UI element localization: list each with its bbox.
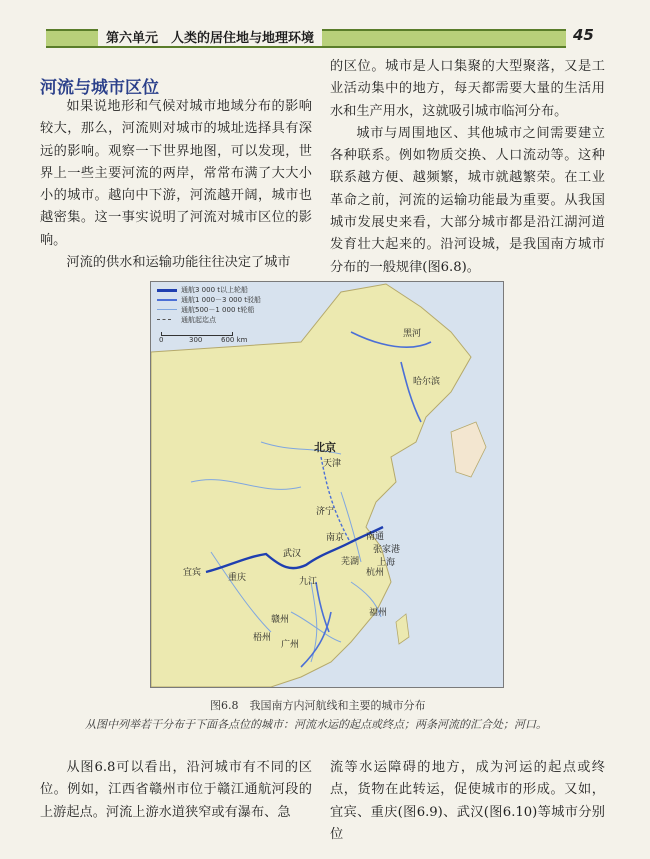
city-label: 南通 — [366, 532, 385, 542]
city-label: 芜湖 — [341, 557, 360, 567]
city-label: 哈尔滨 — [413, 377, 441, 387]
city-label: 南京 — [326, 533, 345, 543]
city-label: 济宁 — [316, 507, 335, 517]
city-label: 重庆 — [228, 573, 247, 583]
city-label: 梧州 — [253, 633, 272, 643]
city-label: 九江 — [299, 577, 318, 587]
page-number: 45 — [573, 26, 594, 44]
section-title: 河流与城市区位 — [40, 78, 159, 98]
taiwan-land — [396, 614, 409, 644]
city-label: 天津 — [323, 459, 342, 469]
legend-item: 通航1 000－3 000 t驳船 — [181, 296, 262, 304]
legend-item: 通航3 000 t以上轮船 — [181, 286, 249, 294]
right-column — [330, 56, 605, 279]
legend-item: 通航起迄点 — [181, 316, 216, 324]
page-header — [38, 26, 618, 48]
paragraph: 如果说地形和气候对城市地域分布的影响较大，那么，河流则对城市的城址选择具有深远的影响。观察一下世界地图，可以发现，世界上一些主要河流的两岸，常常布满了大大小小的城市。越向中下游，河流越开阔，城市也越密集。这一事实说明了河流对城市区位的影响。 — [40, 99, 312, 248]
city-label: 北京 — [314, 441, 336, 454]
figure-caption: 图6.8 我国南方内河航线和主要的城市分布 — [210, 699, 426, 712]
paragraph: 河流的供水和运输功能往往决定了城市 — [66, 255, 291, 271]
city-label: 赣州 — [271, 615, 290, 625]
paragraph: 的区位。城市是人口集聚的大型聚落，又是工业活动集中的地方，每天都需要大量的生活用水和生产用水，这就吸引城市临河分布。 — [330, 59, 605, 119]
city-label: 上海 — [377, 558, 396, 568]
bottom-left-column — [40, 757, 312, 824]
scale-label: 300 — [189, 336, 203, 344]
city-label: 张家港 — [373, 545, 401, 555]
figure-description: 从图中列举若干分布于下面各点位的城市：河流水运的起点或终点；两条河流的汇合处；河口。 — [85, 718, 547, 731]
paragraph: 从图6.8可以看出，沿河城市有不同的区位。例如，江西省赣州市位于赣江通航河段的上游起点。河流上游水道狭窄或有瀑布、急 — [40, 760, 312, 820]
unit-title: 第六单元 人类的居住地与地理环境 — [98, 27, 322, 46]
legend-item: 通航500－1 000 t轮船 — [181, 306, 255, 314]
city-label: 黑河 — [403, 329, 422, 339]
paragraph: 城市与周围地区、其他城市之间需要建立各种联系。例如物质交换、人口流动等。这种联系越方便、越频繁，城市就越繁荣。在工业革命之前，河流的运输功能最为重要。从我国城市发展史来看，大部分城市都是沿江湖河道发育壮大起来的。沿河设城，是我国南方城市分布的一般规律(图6.8)。 — [330, 125, 605, 275]
city-label: 宜宾 — [183, 568, 202, 578]
city-label: 武汉 — [283, 549, 302, 559]
bottom-right-column — [330, 757, 605, 846]
paragraph: 流等水运障碍的地方，成为河运的起点或终点，货物在此转运，促使城市的形成。又如，宜宾、重庆(图6.9)、武汉(图6.10)等城市分别位 — [330, 760, 605, 842]
scale-label: 0 — [159, 336, 164, 344]
city-label: 福州 — [369, 608, 388, 618]
city-label: 杭州 — [366, 568, 385, 578]
korea-land — [451, 422, 486, 477]
map-legend — [155, 285, 295, 347]
left-column — [40, 96, 312, 274]
city-label: 广州 — [281, 640, 300, 650]
inland-waterway-map — [150, 281, 504, 688]
scale-label: 600 km — [221, 336, 248, 344]
